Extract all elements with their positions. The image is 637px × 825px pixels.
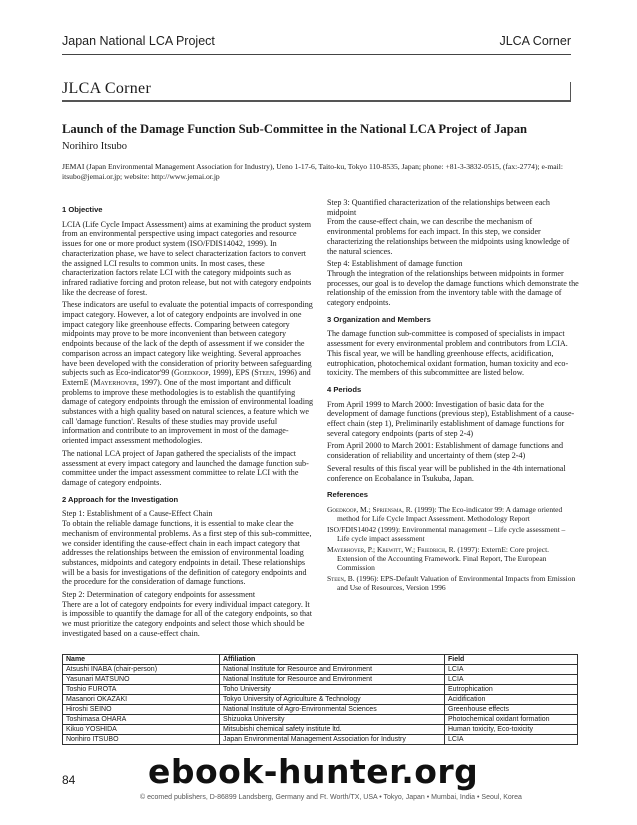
members-table: [62, 654, 578, 745]
reference-item: Goedkoop, M.; Spriensma, R. (1999): The Eco-indicator 99: A damage oriented method for Life Cycle Impact Assessment. Methodology Report: [327, 504, 563, 523]
column-header-field: Field: [445, 655, 578, 665]
table-row: Atsushi INABA (chair-person) National Institute for Resource and Environment LCIA: [63, 665, 578, 675]
paragraph: These indicators are useful to evaluate the potential impacts of corresponding impact category. However, a lot of category endpoints are involved in one impact category like greenhouse effects. Comparing between category midpoints may prove to be more inconvenient than between category endpoints because of the lack of the depth of assessment if we consider the comparison across an impact category like weighting. Several approaches have been developed with the consideration of priority between safeguarding subjects such as Eco-indicator'99 (Goedkoop, 1999), EPS (Steen, 1996) and ExternE (Mayerhover, 1997). One of the most important and difficult problems to improve these methodologies is to establish the quantifying damage of category endpoints through the emission of environmental loading substances with a high quality based on natural sciences, a feature which we call 'damage function'. Results of these studies may provide useful information and contribute to an improvement in most of the damage-oriented impact assessment methodologies.: [62, 300, 314, 446]
step-heading: Step 3: Quantified characterization of the relationships between each midpoint: [327, 198, 550, 217]
reference-list: [327, 505, 579, 592]
reference-item: ISO/FDIS14042 (1999): Environmental management – Life cycle assessment – Life cycle impact assessment: [327, 524, 566, 543]
paragraph: From April 1999 to March 2000: Investigation of basic data for the development of damage functions (previous step), Establishment of a cause-effect chain (step 1), Preliminarily establishment of damage functions for several category endpoints (parts of step 2-4): [327, 399, 575, 438]
table-row: Norihiro ITSUBO Japan Environmental Management Association for Industry LCIA: [63, 735, 578, 745]
citation: Steen: [254, 368, 275, 378]
watermark-text: ebook-hunter.org: [148, 752, 479, 791]
paragraph: The national LCA project of Japan gathered the specialists of the impact assessment at every impact category and launched the damage function sub-committee under the impact assessment committee to relate LCI with the damage of category endpoints.: [62, 448, 309, 487]
paragraph: Several results of this fiscal year will be published in the 4th international conference on Ecobalance in Tsukuba, Japan.: [327, 463, 566, 483]
section-heading-periods: 4 Periods: [327, 384, 362, 394]
step-heading: Step 2: Determination of category endpoints for assessment: [62, 590, 256, 600]
section-heading-organization: 3 Organization and Members: [327, 314, 431, 324]
step-heading: Step 1: Establishment of a Cause-Effect Chain: [62, 509, 213, 519]
corner-tick: [570, 82, 571, 102]
paragraph: To obtain the reliable damage functions, it is essential to make clear the mechanism of environmental problems. As a first step of this sub-committee, we consider identifing the cause-effect chain in each impact category that addresses the relationships between the emission of environmental loading substances, midpoints and category endpoints in detail. These relationships will be a basis for investigations of the definition of category endpoints and the procedure for the consideration of damage functions.: [62, 519, 312, 587]
paragraph: LCIA (Life Cycle Impact Assessment) aims at examining the product system from an environmental perspective using impact categories and resource issues for one or more product system (ISO/FDIS14042, 1999). In characterization phase, we have to select characterization factors to convert the assigned LCI results to common units. In most cases, these characterization factors relate LCI with the category midpoints such as infrared radiative forcing and proton release, but not with category endpoints like the decrease of forest.: [62, 219, 312, 297]
table-header-row: [63, 655, 578, 665]
running-header: [62, 34, 571, 50]
article-affiliation: JEMAI (Japan Environmental Management Association for Industry), Ueno 1-17-6, Taito-ku, Tokyo 110-8535, Japan; phone: +81-3-3832-0515, (fax:-2774); e-mail: itsubo@jemai.or.jp; website: http://www.jemai.or.jp: [62, 162, 563, 181]
table-row: Masanori OKAZAKI Tokyo University of Agriculture & Technology Acidification: [63, 695, 578, 705]
publisher-footer: © ecomed publishers, D-86899 Landsberg, Germany and Ft. Worth/TX, USA • Tokyo, Japan • Mumbai, India • Seoul, Korea: [140, 794, 522, 801]
paragraph: From the cause-effect chain, we can describe the mechanism of environmental problems for each impact. In this step, we consider characterizing the relationships between the midpoints using knowledge of the natural sciences.: [327, 217, 570, 256]
reference-item: Steen, B. (1996): EPS-Default Valuation of Environmental Impacts from Emission and Use of Resources, Version 1996: [327, 573, 576, 592]
paragraph: There are a lot of category endpoints for every individual impact category. It is impossible to quantify the damage for all of the category endpoints, so that we must prioritize the category endpoints and select those which should be investigated based on a cause-effect chain.: [62, 599, 312, 638]
article-title: Launch of the Damage Function Sub-Committee in the National LCA Project of Japan: [62, 122, 528, 136]
corner-heading: JLCA Corner: [62, 80, 152, 97]
left-column: [62, 198, 314, 642]
table-row: Hiroshi SEINO National Institute of Agro-Environmental Sciences Greenhouse effects: [63, 705, 578, 715]
citation: Goedkoop: [174, 368, 209, 378]
table-row: Yasunari MATSUNO National Institute for Resource and Environment LCIA: [63, 675, 578, 685]
column-header-name: Name: [63, 655, 220, 665]
paragraph: Through the integration of the relationships between midpoints in former processes, our goal is to develop the damage functions which demonstrate the relationship of the emission from the inventory table with the damage of category endpoints.: [327, 268, 579, 308]
paragraph: The damage function sub-committee is composed of specialists in impact assessment for every environmental problem and contributors from LCIA. This fiscal year, we will be handling greenhouse effects, acidification, eutrophication, photochemical oxidant formation, human toxicity and eco-toxicity. The members of this subcommittee are listed below.: [327, 329, 569, 378]
table-row: Toshio FUROTA Toho University Eutrophication: [63, 685, 578, 695]
header-rule: [62, 54, 571, 55]
citation: Mayerhover: [93, 377, 137, 387]
table-row: Toshimasa OHARA Shizuoka University Photochemical oxidant formation: [63, 715, 578, 725]
corner-label: JLCA Corner: [499, 34, 571, 48]
article-author: Norihiro Itsubo: [62, 141, 128, 152]
page-number: 84: [62, 773, 76, 787]
right-column: [327, 198, 579, 594]
journal-section-title: Japan National LCA Project: [62, 34, 215, 48]
step-heading: Step 4: Establishment of damage function: [327, 259, 463, 269]
paragraph: From April 2000 to March 2001: Establishment of damage functions and consideration of reliability and uncertainty of them (step 2-4): [327, 441, 564, 461]
column-header-affiliation: Affiliation: [220, 655, 445, 665]
table-row: Kikuo YOSHIDA Mitsubishi chemical safety institute ltd. Human toxicity, Eco-toxicity: [63, 725, 578, 735]
section-heading-approach: 2 Approach for the Investigation: [62, 494, 179, 504]
reference-item: Mayerhover, P.; Krewitt, W.; Friedrich, R. (1997): ExternE: Core project. Extension of the Accounting Framework. Final Report, The European Commission: [327, 544, 550, 572]
section-heading-objective: 1 Objective: [62, 205, 103, 214]
corner-rule: [62, 100, 571, 102]
section-heading-references: References: [327, 490, 368, 500]
